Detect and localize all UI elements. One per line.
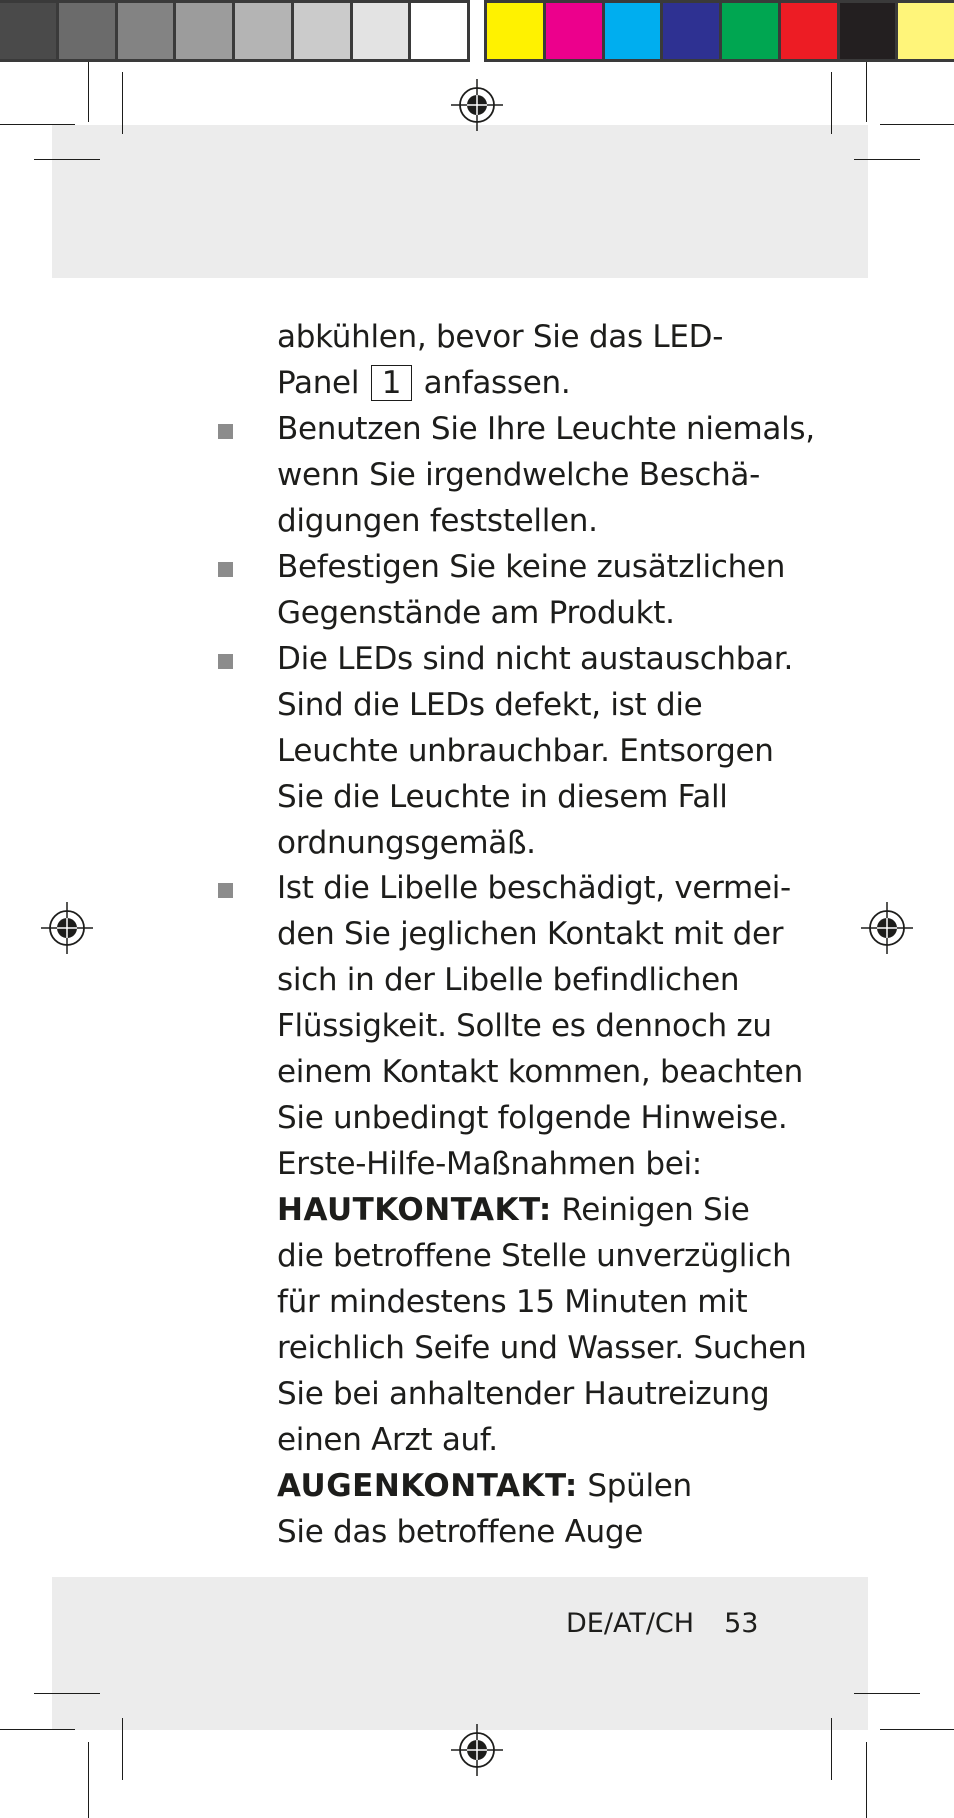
registration-mark-icon (451, 1724, 503, 1776)
text-line: reichlich Seife und Wasser. Suchen (277, 1330, 807, 1366)
gray-swatch (59, 3, 115, 59)
text-line: Erste-Hilfe-Maßnahmen bei: (277, 1146, 702, 1182)
text-line: ordnungsgemäß. (277, 825, 536, 861)
yellow-swatch (487, 3, 543, 59)
text-line: Flüssigkeit. Sollte es dennoch zu (277, 1008, 772, 1044)
skin-contact-paragraph (277, 1187, 807, 1463)
gray-swatch (0, 3, 56, 59)
text-line: Gegenstände am Produkt. (277, 595, 675, 631)
text-line (277, 360, 757, 406)
footer-band (52, 1577, 868, 1730)
text-line: einen Arzt auf. (277, 1422, 498, 1458)
magenta-swatch (546, 3, 602, 59)
text-line: Sie unbedingt folgende Hinweise. (277, 1100, 788, 1136)
text-line: für mindestens 15 Minuten mit (277, 1284, 748, 1320)
crop-mark (122, 72, 123, 134)
crop-mark (831, 72, 832, 134)
text-fragment: Reinigen Sie (551, 1192, 750, 1228)
language-code: DE/AT/CH (566, 1608, 695, 1639)
bullet-item (277, 636, 794, 866)
gray-swatch (176, 3, 232, 59)
crop-mark (88, 62, 89, 122)
cyan-swatch (605, 3, 661, 59)
gray-swatch (118, 3, 174, 59)
gray-swatch (411, 3, 467, 59)
skin-contact-label: HAUTKONTAKT: (277, 1192, 552, 1228)
text-line: sich in der Libelle befindlichen (277, 962, 740, 998)
black-swatch (840, 3, 896, 59)
registration-mark-icon (41, 902, 93, 954)
part-reference-1: 1 (371, 365, 412, 401)
text-line: einem Kontakt kommen, beachten (277, 1054, 803, 1090)
registration-mark-icon (861, 902, 913, 954)
bullet-marker (218, 883, 233, 898)
eye-contact-paragraph (277, 1463, 757, 1555)
bullet-marker (218, 654, 233, 669)
bullet-marker (218, 424, 233, 439)
red-swatch (781, 3, 837, 59)
text-line: Benutzen Sie Ihre Leuchte niemals, (277, 411, 815, 447)
text-line (277, 1463, 757, 1509)
bullet-item (277, 865, 803, 1187)
eye-contact-label: AUGENKONTAKT: (277, 1468, 578, 1504)
crop-mark (880, 1729, 954, 1730)
crop-mark (866, 1742, 867, 1818)
text-line: Sie das betroffene Auge (277, 1514, 644, 1550)
text-fragment: Panel (277, 365, 369, 401)
gray-swatch (235, 3, 291, 59)
crop-mark (854, 1693, 920, 1694)
blue-swatch (663, 3, 719, 59)
page-number: 53 (724, 1608, 759, 1639)
gray-swatch (353, 3, 409, 59)
gray-swatch (294, 3, 350, 59)
text-line: Sie die Leuchte in diesem Fall (277, 779, 728, 815)
crop-mark (34, 1693, 100, 1694)
text-fragment: anfassen. (414, 365, 571, 401)
text-line: den Sie jeglichen Kontakt mit der (277, 916, 784, 952)
page-footer (566, 1604, 758, 1644)
crop-mark (831, 1718, 832, 1780)
crop-mark (0, 1729, 75, 1730)
text-fragment: Spülen (577, 1468, 692, 1504)
color-calibration-strip (484, 0, 954, 62)
crop-mark (122, 1718, 123, 1780)
crop-mark (854, 159, 920, 160)
grayscale-calibration-strip (0, 0, 470, 62)
bullet-marker (218, 562, 233, 577)
bullet-item (277, 544, 786, 636)
light-yellow-swatch (898, 3, 954, 59)
registration-mark-icon (451, 79, 503, 131)
text-line: Leuchte unbrauchbar. Entsorgen (277, 733, 774, 769)
intro-paragraph (277, 314, 757, 406)
text-line: abkühlen, bevor Sie das LED- (277, 319, 724, 355)
header-band (52, 125, 868, 278)
text-line: wenn Sie irgendwelche Beschä- (277, 457, 761, 493)
text-line: die betroffene Stelle unverzüglich (277, 1238, 792, 1274)
bullet-item (277, 406, 815, 544)
text-line: digungen feststellen. (277, 503, 598, 539)
crop-mark (0, 124, 75, 125)
text-line (277, 1187, 757, 1233)
text-line: Die LEDs sind nicht austauschbar. (277, 641, 794, 677)
text-line: Befestigen Sie keine zusätzlichen (277, 549, 786, 585)
text-line: Sind die LEDs defekt, ist die (277, 687, 703, 723)
crop-mark (34, 159, 100, 160)
text-line: Ist die Libelle beschädigt, vermei- (277, 870, 791, 906)
crop-mark (88, 1742, 89, 1818)
crop-mark (866, 62, 867, 122)
crop-mark (880, 124, 954, 125)
green-swatch (722, 3, 778, 59)
text-line: Sie bei anhaltender Hautreizung (277, 1376, 770, 1412)
